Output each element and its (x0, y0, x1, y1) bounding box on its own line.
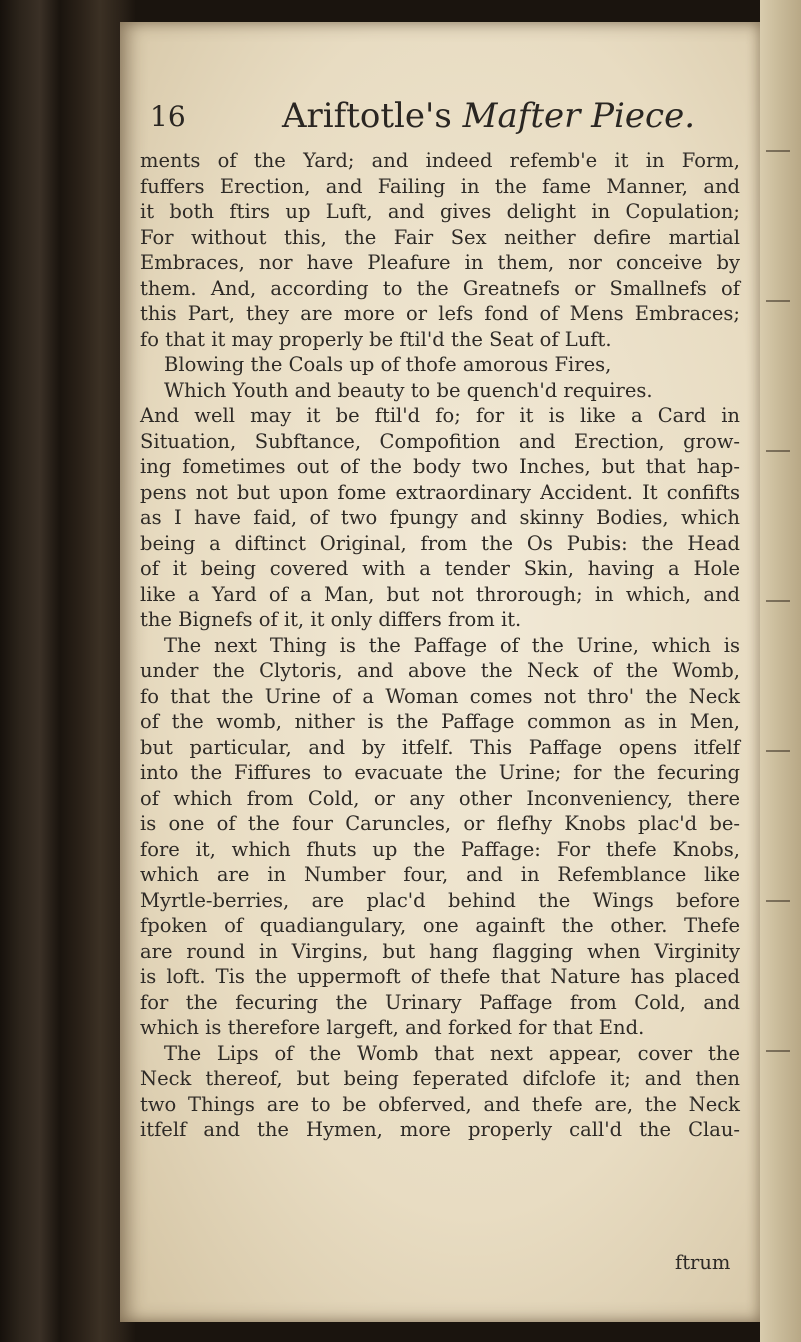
text-line: into the Fiffures to evacuate the Urine; for the fecuring (140, 761, 740, 784)
text-line: fore it, which fhuts up the Paffage: For thefe Knobs, (140, 837, 740, 861)
text-line: Embraces, nor have Pleafure in them, nor conceive by (140, 251, 740, 274)
catchword: ftrum (675, 1251, 731, 1274)
text-line: And well may it be ftil'd fo; for it is like a Card in (140, 404, 740, 427)
text-line: it both ftirs up Luft, and gives delight in Copulation; (140, 200, 740, 223)
page-header (150, 96, 710, 140)
text-line: the Bignefs of it, it only differs from it. (140, 608, 522, 631)
text-line: but particular, and by itfelf. This Paffage opens itfelf (140, 735, 740, 759)
page-number: 16 (150, 100, 186, 133)
text-line: this Part, they are more or lefs fond of Mens Embraces; (140, 302, 740, 325)
running-title-italic: Mafter Piece. (462, 96, 696, 136)
text-line: Situation, Subftance, Compofition and Erection, grow- (140, 429, 740, 453)
text-line: ing fometimes out of the body two Inches, but that hap- (140, 455, 740, 478)
text-line: fo that it may properly be ftil'd the Seat of Luft. (140, 327, 612, 351)
paragraph-start: The Lips of the Womb that next appear, cover the (164, 1041, 740, 1065)
text-line: fo that the Urine of a Woman comes not thro' the Neck (140, 684, 740, 708)
text-line: ments of the Yard; and indeed refemb'e it in Form, (140, 149, 740, 172)
running-title-roman: Ariftotle's (282, 96, 452, 136)
text-line: of which from Cold, or any other Inconveniency, there (140, 786, 740, 810)
paragraph-start: The next Thing is the Paffage of the Urine, which is (164, 633, 740, 657)
text-line: them. And, according to the Greatnefs or Smallnefs of (140, 276, 740, 300)
text-line: itfelf and the Hymen, more properly call'd the Clau- (140, 1118, 740, 1141)
text-line: is one of the four Caruncles, or flefhy Knobs plac'd be- (140, 812, 740, 835)
text-line: are round in Virgins, but hang flagging when Virginity (140, 939, 740, 963)
text-line: which is therefore largeft, and forked for that End. (140, 1016, 645, 1039)
text-line: fpoken of quadiangulary, one againft the other. Thefe (140, 914, 740, 937)
text-line: of the womb, nither is the Paffage common as in Men, (140, 710, 740, 733)
verse-line: Blowing the Coals up of thofe amorous Fires, (164, 353, 612, 376)
text-line: like a Yard of a Man, but not throrough; in which, and (140, 582, 740, 606)
text-line: fuffers Erection, and Failing in the fame Manner, and (140, 174, 740, 198)
text-line: of it being covered with a tender Skin, having a Hole (140, 557, 740, 580)
text-line: which are in Number four, and in Refemblance like (140, 863, 740, 886)
text-line: being a diftinct Original, from the Os Pubis: the Head (140, 531, 740, 555)
text-line: is loft. Tis the uppermoft of thefe that Nature has placed (140, 965, 740, 988)
text-line: for the fecuring the Urinary Paffage from Cold, and (140, 990, 740, 1014)
next-page-edge (760, 0, 801, 1342)
text-line: Neck thereof, but being feperated difclofe it; and then (140, 1067, 740, 1090)
text-line: Myrtle-berries, are plac'd behind the Wings before (140, 888, 740, 912)
text-line: under the Clytoris, and above the Neck of the Womb, (140, 659, 740, 682)
text-line: two Things are to be obferved, and thefe are, the Neck (140, 1092, 740, 1116)
verse-line: Which Youth and beauty to be quench'd requires. (164, 378, 653, 402)
body-text (140, 148, 740, 1143)
running-title (282, 96, 695, 136)
text-line: For without this, the Fair Sex neither defire martial (140, 225, 740, 249)
text-line: pens not but upon fome extraordinary Accident. It confifts (140, 480, 740, 504)
text-line: as I have faid, of two fpungy and skinny Bodies, which (140, 506, 740, 529)
